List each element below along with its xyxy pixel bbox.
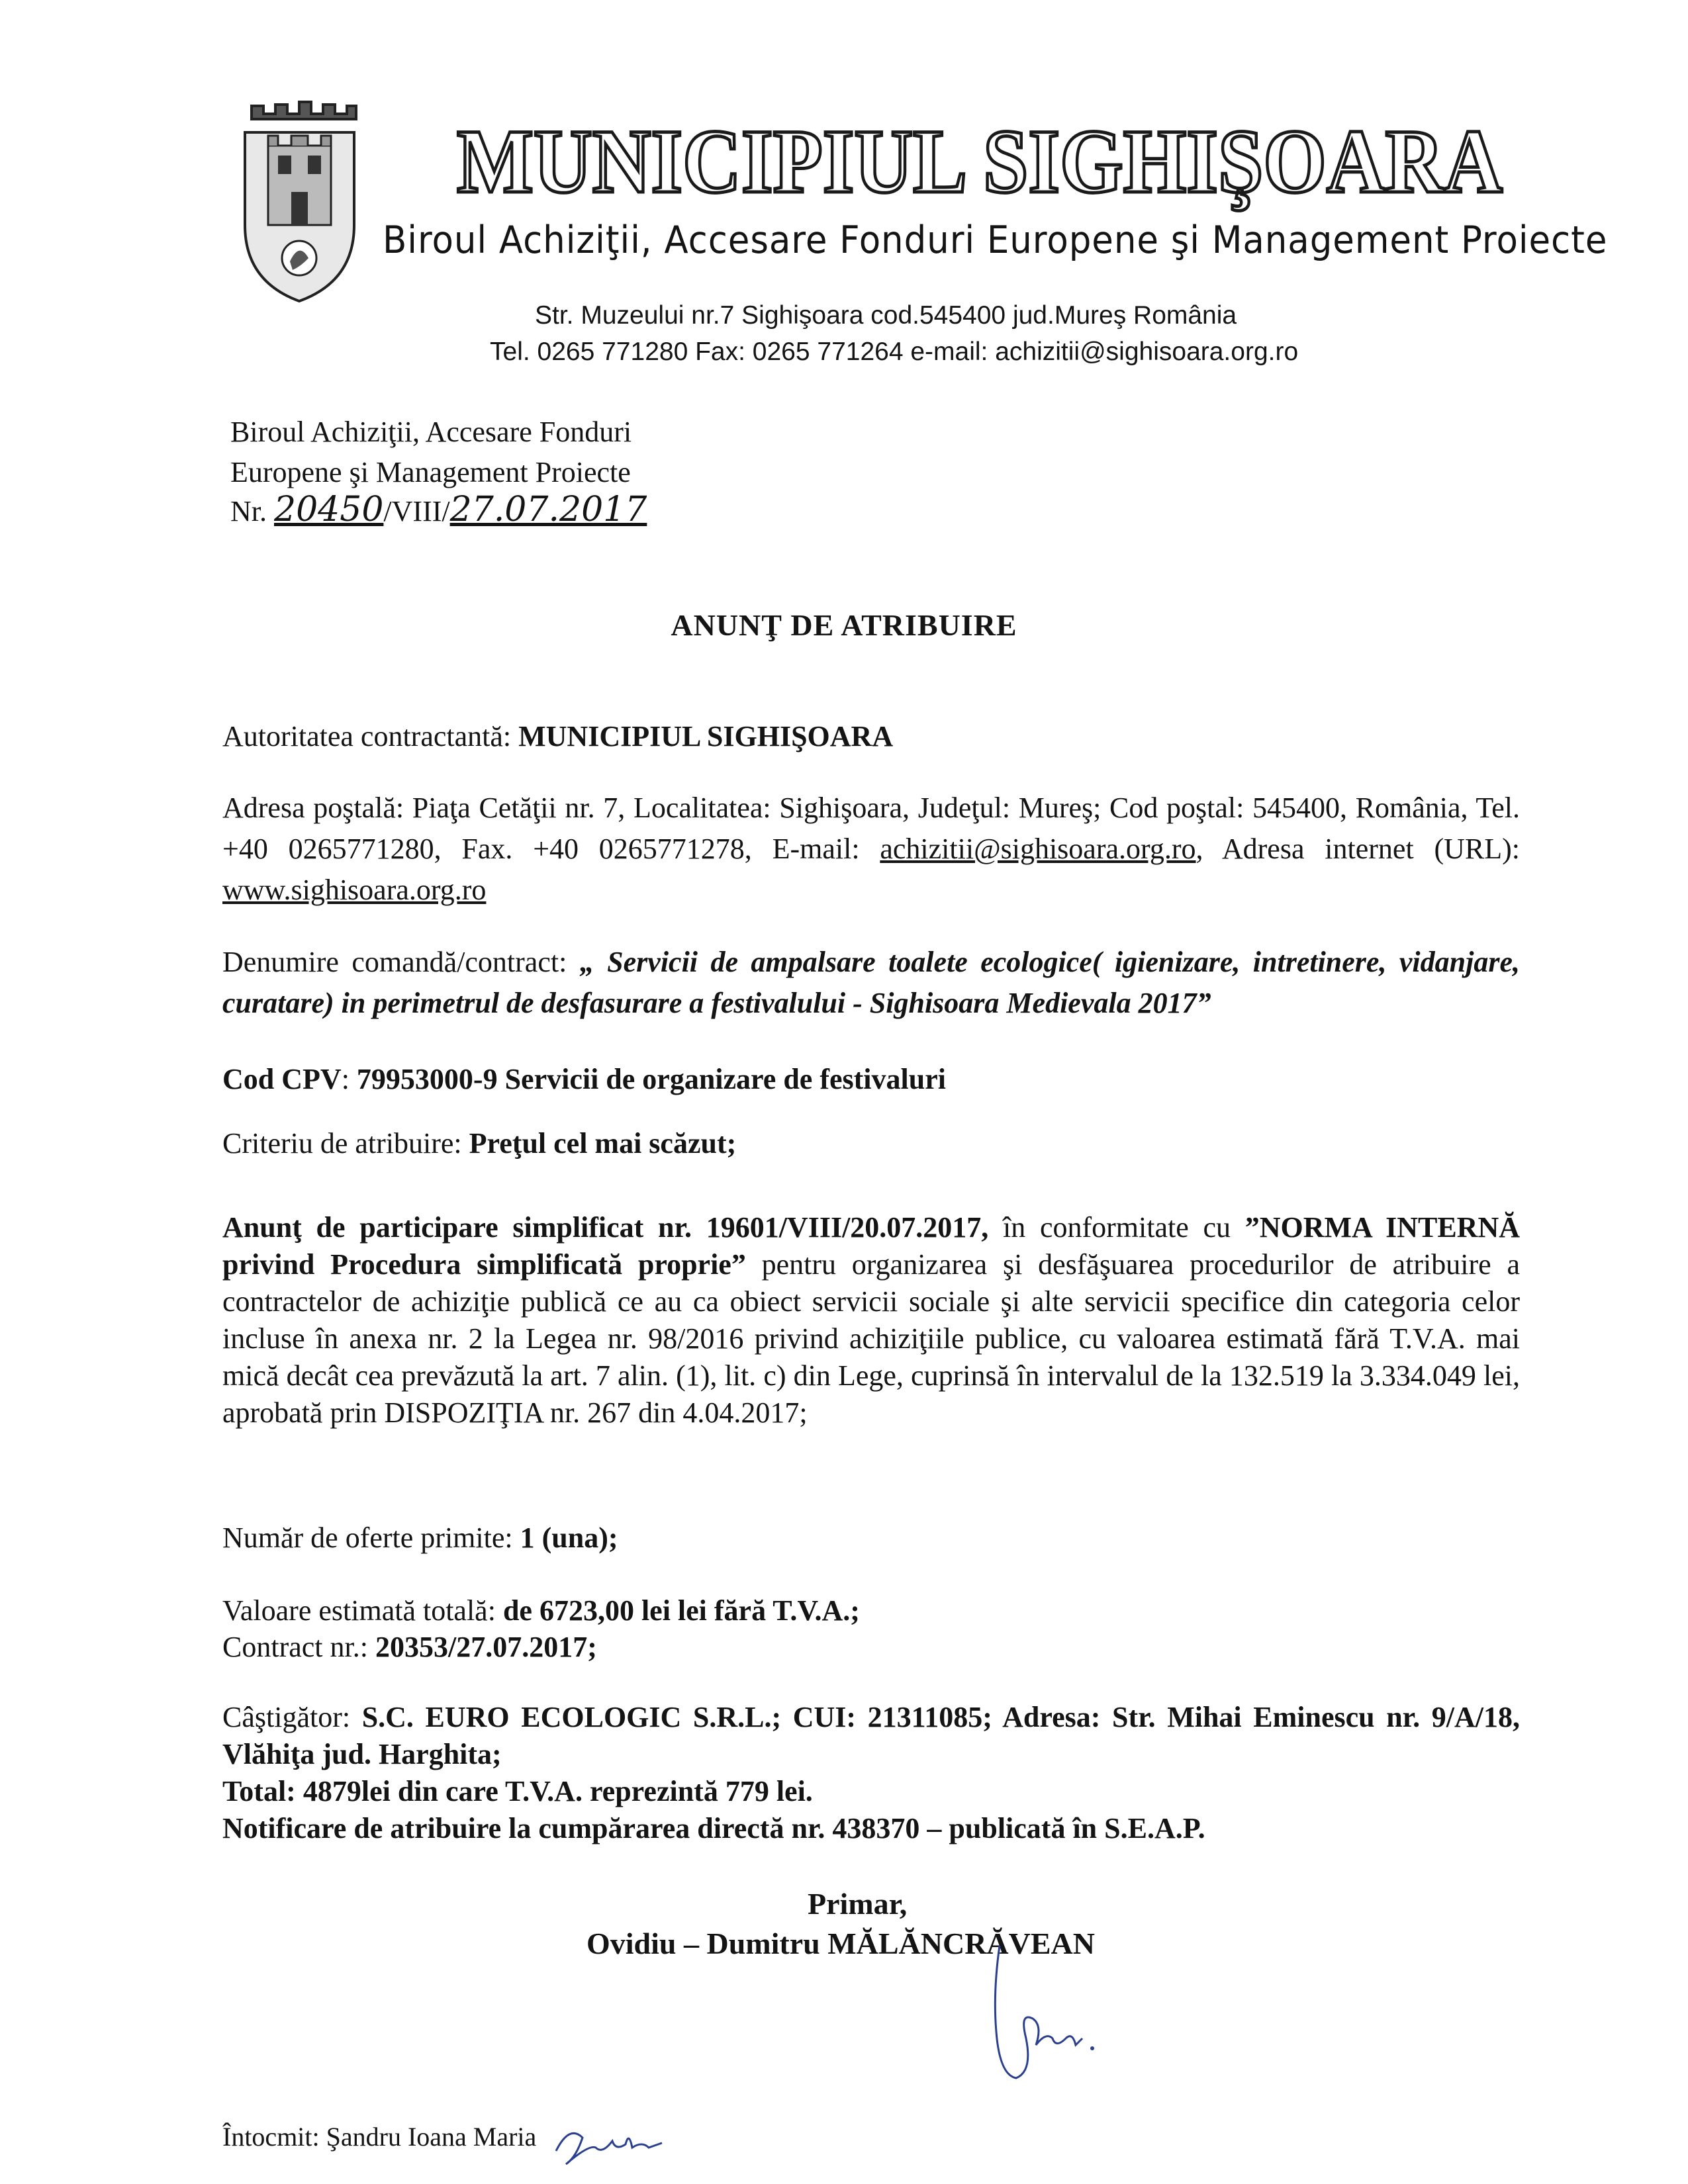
notice-text-1: în conformitate cu	[988, 1211, 1245, 1244]
office-address: Str. Muzeului nr.7 Sighişoara cod.545400 jud.Mureş România	[535, 301, 1237, 330]
cpv-label: Cod CPV	[222, 1063, 342, 1095]
criteria-label: Criteriu de atribuire:	[222, 1127, 469, 1160]
ref-prefix: Nr.	[230, 495, 274, 527]
winner-block	[222, 1699, 1520, 1847]
notice-text-2: pentru organizarea şi desfăşuarea procedurilor de atribuire a contractelor de achiziţie publică ce au ca obiect servicii sociale şi alte servicii specifice din categoria celor incluse în anexa nr. 2 la Legea nr. 98/2016 privind achiziţiile publice, cu valoarea estimată fără T.V.A. mai mică decât cea prevăzută la art. 7 alin. (1), lit. c) din Lege, cuprinsă în intervalul de la 132.519 la 3.334.049 lei, aprobată prin DISPOZIŢIA nr. 267 din 4.04.2017;	[222, 1248, 1520, 1429]
postal-address	[222, 788, 1520, 911]
order-label: Denumire comandă/contract:	[222, 946, 580, 978]
award-notification: Notificare de atribuire la cumpărarea directă nr. 438370 – publicată în S.E.A.P.	[222, 1812, 1205, 1844]
contract-label: Contract nr.:	[222, 1631, 375, 1663]
notice-bold-1: Anunţ de participare simplificat nr. 19601/VIII/20.07.2017,	[222, 1211, 989, 1244]
contract-value: 20353/27.07.2017;	[375, 1631, 597, 1663]
signatory-name: Ovidiu – Dumitru MĂLĂNCRĂVEAN	[586, 1927, 1095, 1960]
offers-label: Număr de oferte primite:	[222, 1522, 520, 1554]
offers-received	[222, 1518, 1520, 1559]
prepared-by: Întocmit: Şandru Ioana Maria	[222, 2122, 537, 2152]
preparer-signature-icon	[549, 2111, 669, 2171]
reference-number	[230, 490, 647, 531]
city-coat-of-arms-icon	[238, 93, 361, 304]
contract-name	[222, 942, 1520, 1024]
cpv-code	[222, 1059, 1520, 1100]
handwritten-signature-icon	[953, 1939, 1125, 2091]
ref-middle: /VIII/	[383, 495, 450, 527]
participation-notice	[222, 1209, 1520, 1432]
address-text: Adresa poştală: Piaţa Cetăţii nr. 7, Localitatea: Sighişoara, Judeţul: Mureş; Cod poştal: 545400, România, Tel. +40 0265771280, Fax. +40 0265771278, E-mail:	[222, 792, 1520, 865]
authority-value: MUNICIPIUL SIGHIŞOARA	[518, 720, 894, 752]
ref-handwritten-number: 20450	[274, 490, 384, 529]
offers-value: 1 (una);	[520, 1522, 618, 1554]
ref-handwritten-date: 27.07.2017	[449, 490, 647, 529]
document-title: ANUNŢ DE ATRIBUIRE	[671, 608, 1017, 642]
value-amount: de 6723,00 lei lei fără T.V.A.;	[502, 1594, 860, 1627]
contracting-authority	[222, 716, 1520, 757]
estimated-value	[222, 1590, 1520, 1631]
cpv-value: 79953000-9 Servicii de organizare de festivaluri	[356, 1063, 946, 1095]
contract-number	[222, 1627, 1520, 1668]
website-link[interactable]: www.sighisoara.org.ro	[222, 874, 487, 906]
department-line-2: Europene şi Management Proiecte	[230, 456, 631, 488]
winner-value: S.C. EURO ECOLOGIC S.R.L.; CUI: 21311085; Adresa: Str. Mihai Eminescu nr. 9/A/18, Vlăhiţa jud. Harghita;	[222, 1701, 1520, 1770]
value-label: Valoare estimată totală:	[222, 1594, 503, 1627]
municipality-logotype	[450, 113, 1509, 212]
authority-label: Autoritatea contractantă:	[222, 720, 519, 752]
municipality-name: MUNICIPIUL SIGHIŞOARA	[457, 111, 1503, 212]
office-name: Biroul Achiziţii, Accesare Fonduri Europene şi Management Proiecte	[383, 218, 1608, 262]
winner-total: Total: 4879lei din care T.V.A. reprezintă 779 lei.	[222, 1775, 813, 1807]
criteria-value: Preţul cel mai scăzut;	[469, 1127, 737, 1160]
award-criteria	[222, 1123, 1520, 1164]
signatory-role: Primar,	[808, 1887, 908, 1921]
department-line-1: Biroul Achiziţii, Accesare Fonduri	[230, 416, 632, 448]
notice-bold-2: ”NORMA INTERNĂ privind Procedura simplificată proprie”	[222, 1211, 1521, 1281]
office-contact: Tel. 0265 771280 Fax: 0265 771264 e-mail: achizitii@sighisoara.org.ro	[490, 338, 1299, 366]
url-label: , Adresa internet (URL):	[1196, 833, 1520, 865]
order-value: „ Servicii de ampalsare toalete ecologice( igienizare, intretinere, vidanjare, curatare) in perimetrul de desfasurare a festivalului - Sighisoara Medievala 2017”	[222, 946, 1520, 1019]
winner-label: Câştigător:	[222, 1701, 362, 1733]
cpv-sep: :	[341, 1063, 357, 1095]
email-link[interactable]: achizitii@sighisoara.org.ro	[880, 833, 1196, 865]
